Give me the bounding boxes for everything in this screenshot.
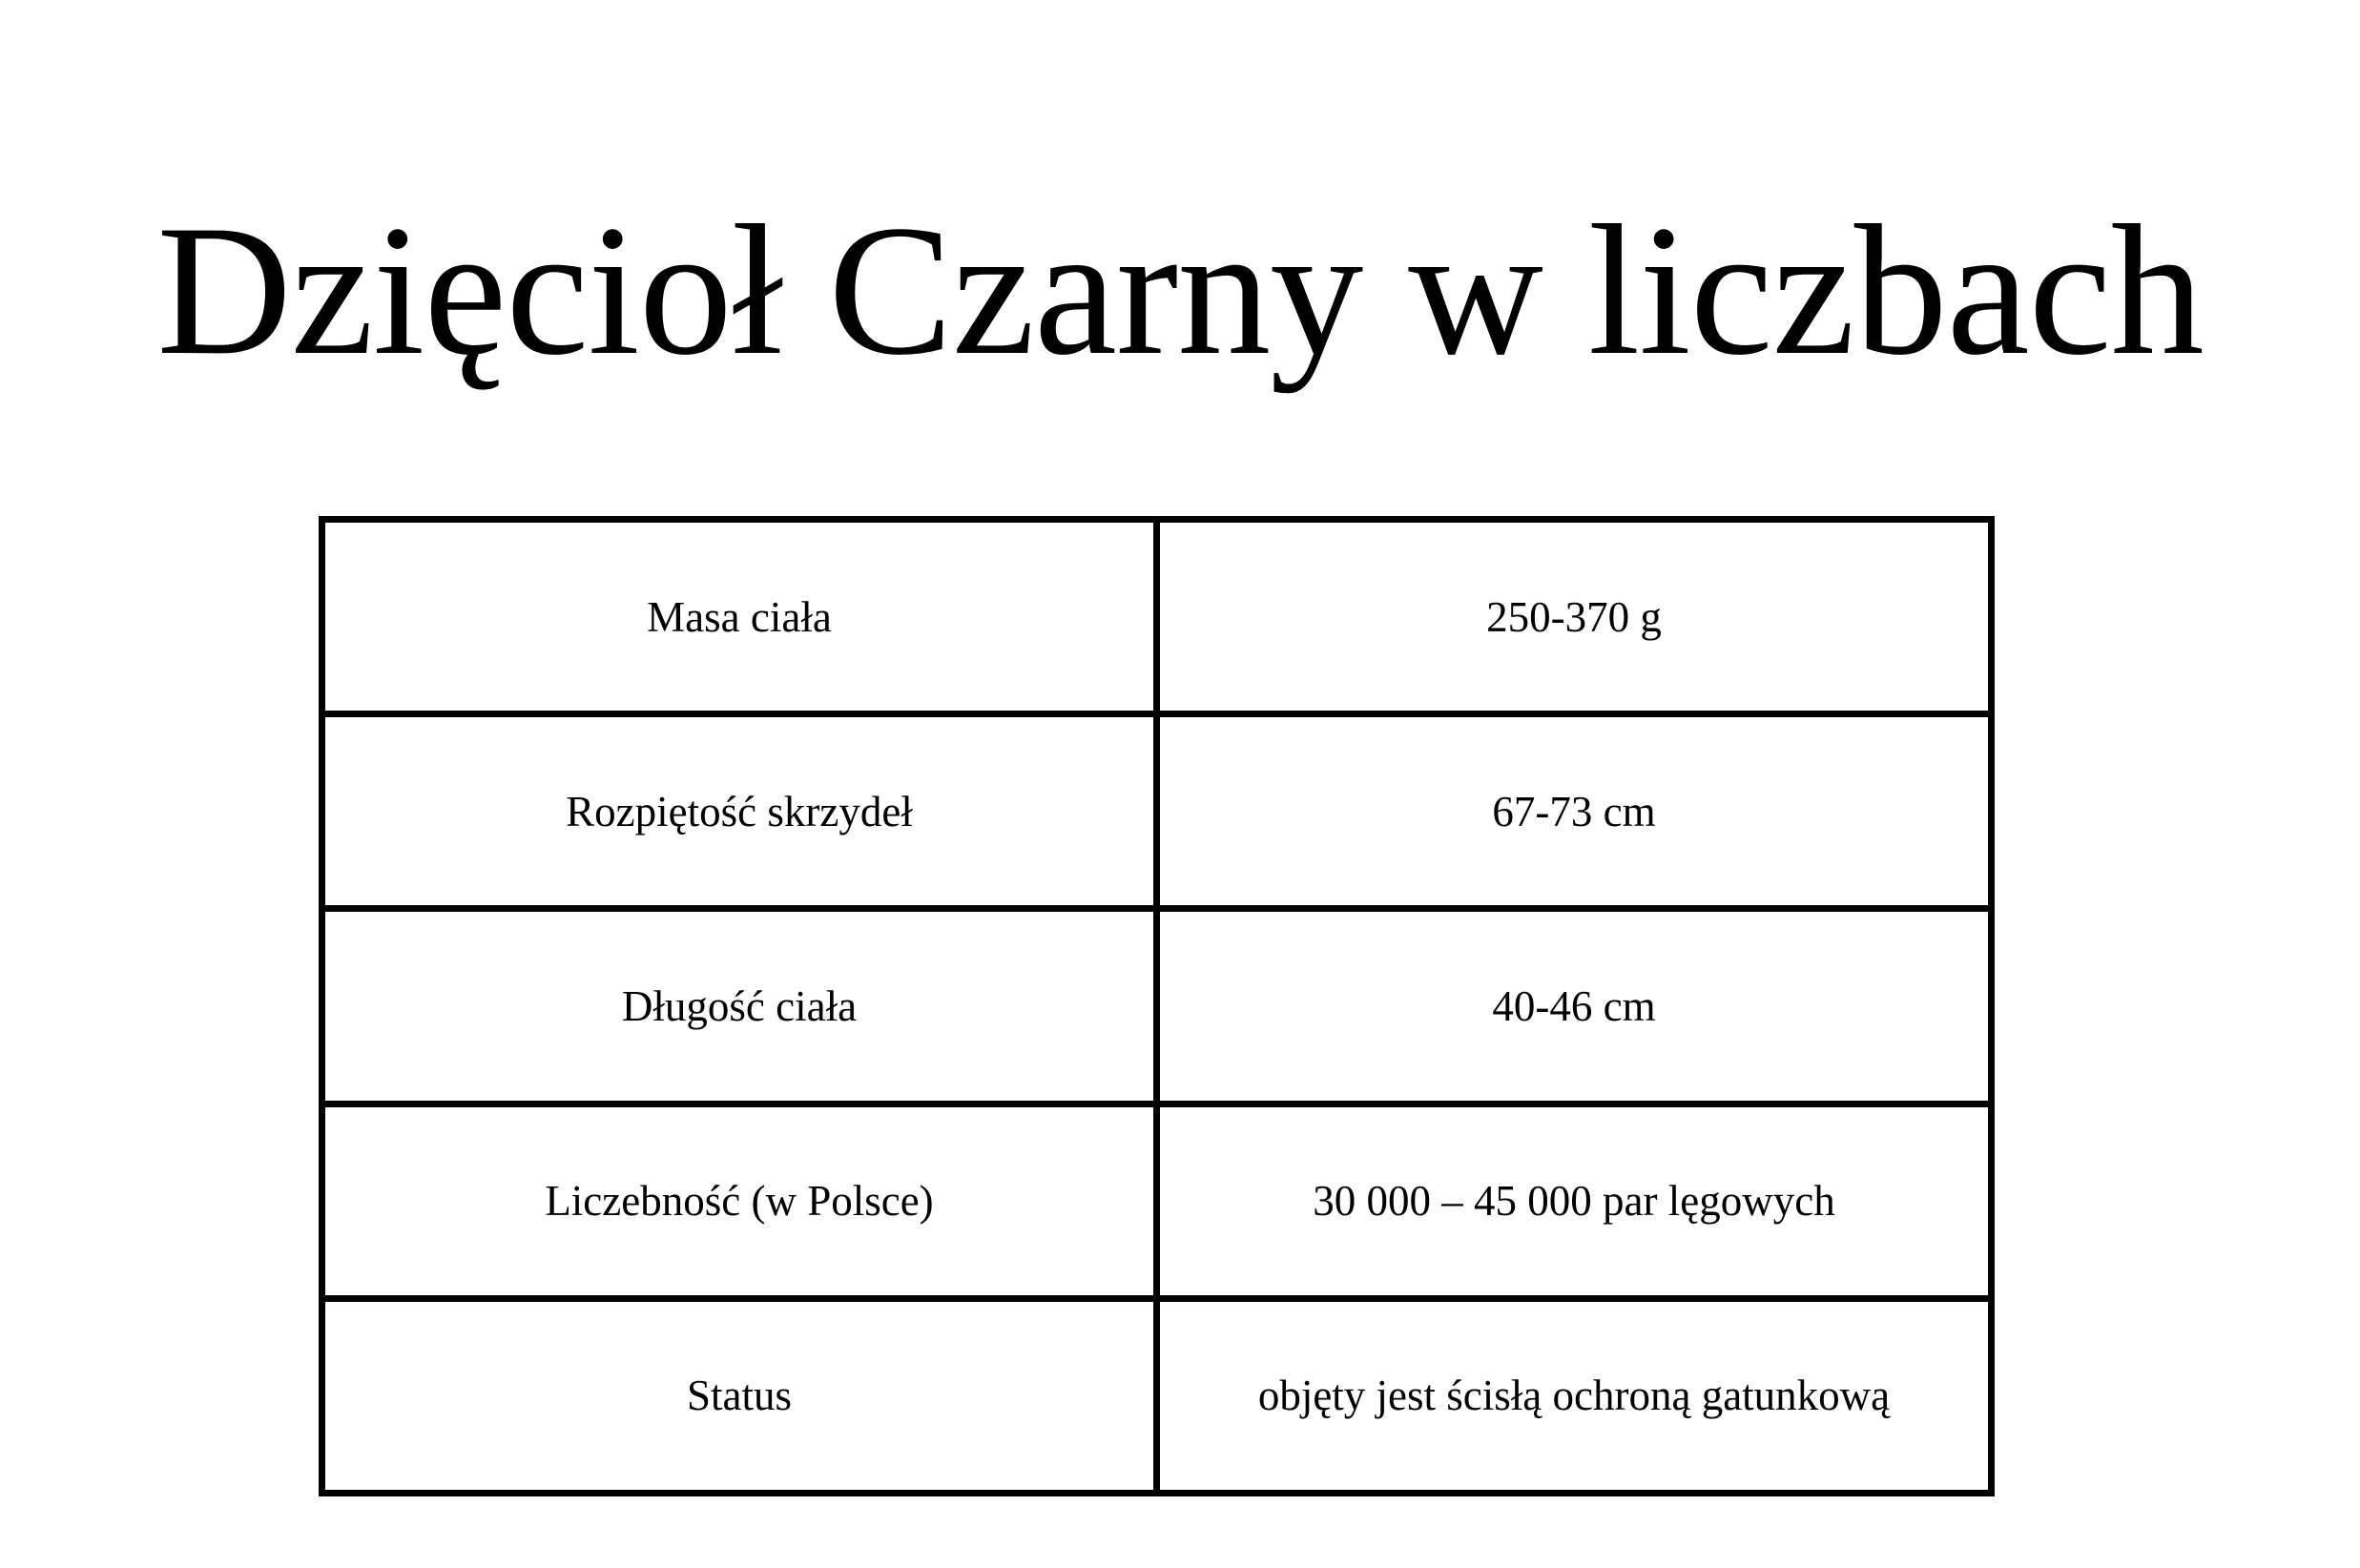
facts-table xyxy=(319,516,1995,1496)
table-row xyxy=(322,909,1992,1104)
table-row xyxy=(322,1298,1992,1493)
row-value-body-mass: 250-370 g xyxy=(1157,520,1992,714)
row-value-population: 30 000 – 45 000 par lęgowych xyxy=(1157,1104,1992,1298)
row-label-body-length: Długość ciała xyxy=(322,909,1157,1104)
table-row xyxy=(322,1104,1992,1298)
table-row xyxy=(322,520,1992,714)
row-value-body-length: 40-46 cm xyxy=(1157,909,1992,1104)
row-label-wingspan: Rozpiętość skrzydeł xyxy=(322,714,1157,909)
row-value-wingspan: 67-73 cm xyxy=(1157,714,1992,909)
row-label-status: Status xyxy=(322,1298,1157,1493)
page-title: Dzięcioł Czarny w liczbach xyxy=(156,187,2204,394)
row-value-status: objęty jest ścisłą ochroną gatunkową xyxy=(1157,1298,1992,1493)
row-label-population: Liczebność (w Polsce) xyxy=(322,1104,1157,1298)
row-label-body-mass: Masa ciała xyxy=(322,520,1157,714)
table-row xyxy=(322,714,1992,909)
